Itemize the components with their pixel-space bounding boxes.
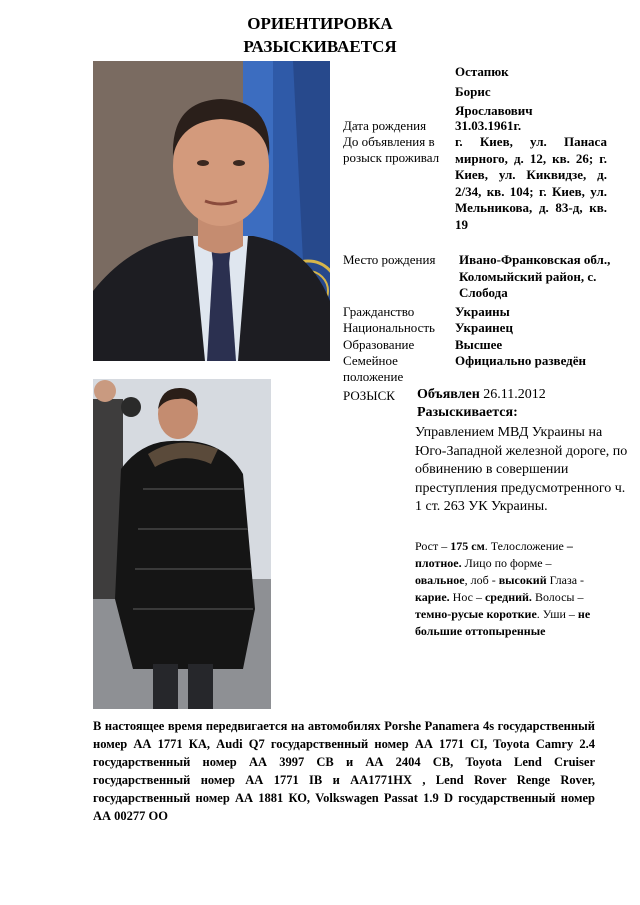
hair-label: Волосы – [534, 590, 584, 604]
birthplace-label: Место рождения [343, 252, 436, 267]
face-value: овальное [415, 573, 465, 587]
residence-value: г. Киев, ул. Панаса мирного, д. 12, кв. 26; г. Киев, ул. Киквидзе, д. 2/34, кв. 104; г. Киев, ул. Мельникова, д. 83-д, кв. 19 [455, 134, 607, 232]
full-length-illustration [93, 379, 271, 709]
nose-value: средний. [484, 590, 532, 604]
marital-value: Официально разведён [455, 353, 587, 368]
citizenship-value: Украины [455, 304, 510, 319]
document-subtitle: РАЗЫСКИВАЕТСЯ [243, 37, 397, 56]
forehead-value: высокий [498, 573, 547, 587]
wanted-heading: Разыскивается: [417, 405, 518, 420]
nose-label: Нос – [452, 590, 482, 604]
education-value: Высшее [455, 337, 503, 352]
ears-value: не большие оттопыренные [415, 607, 591, 638]
eyes-label: Глаза - [549, 573, 585, 587]
physical-description [415, 538, 607, 640]
wanted-body: Управлением МВД Украины на Юго-Западной железной дороге, по обвинению в совершении преступления предусмотренного ч. 1 ст. 263 УК Украины. [415, 425, 628, 514]
portrait-illustration [93, 61, 330, 361]
forehead-label: , лоб - [464, 573, 496, 587]
education-label: Образование [343, 337, 415, 352]
announcement-label: Объявлен [417, 387, 480, 402]
ears-label: . Уши – [536, 607, 575, 621]
vehicles-paragraph: В настоящее время передвигается на автомобилях Porshe Panamera 4s государственный номер АА 1771 КА, Audi Q7 государственный номер АА 1771 СI, Toyota Camry 2.4 государственный номер АА 3997 СВ и АА 2404 СВ, Toyota Lend Cruiser государственный номер АА 1771 IB и AA1771HX , Lend Rover Renge Rover, государственный номер АА 1881 КО, Volkswagen Passat 1.9 D государственный номер АА 00277 ОО [93, 719, 595, 823]
first-name: Борис [455, 83, 491, 99]
birth-date-value: 31.03.1961г. [455, 118, 522, 133]
announcement [417, 387, 546, 403]
eyes-value: карие. [415, 590, 450, 604]
full-length-photo [93, 379, 271, 709]
nationality-label: Национальность [343, 320, 435, 335]
birth-date-label: Дата рождения [343, 118, 427, 133]
build-label: . Телосложение [484, 539, 564, 553]
hair-value: темно-русые короткие [415, 607, 537, 621]
build-value: – плотное. [415, 539, 573, 570]
announcement-date: 26.11.2012 [483, 387, 546, 402]
surname: Остапюк [455, 64, 509, 79]
height-value: 175 см [450, 539, 485, 553]
document-title: ОРИЕНТИРОВКА [247, 14, 393, 33]
citizenship-label: Гражданство [343, 304, 415, 319]
person-name [455, 62, 607, 121]
portrait-photo [93, 61, 330, 361]
face-label: Лицо по форме – [464, 556, 552, 570]
patronymic: Ярославович [455, 103, 533, 118]
residence-label: До объявления в розыск проживал [343, 134, 440, 165]
birthplace-value: Ивано-Франковская обл., Коломыйский район, с. Слобода [459, 252, 611, 300]
marital-label: Семейное положение [343, 353, 404, 384]
height-label: Рост – [415, 539, 448, 553]
search-label: РОЗЫСК [343, 388, 395, 403]
nationality-value: Украинец [455, 320, 513, 335]
